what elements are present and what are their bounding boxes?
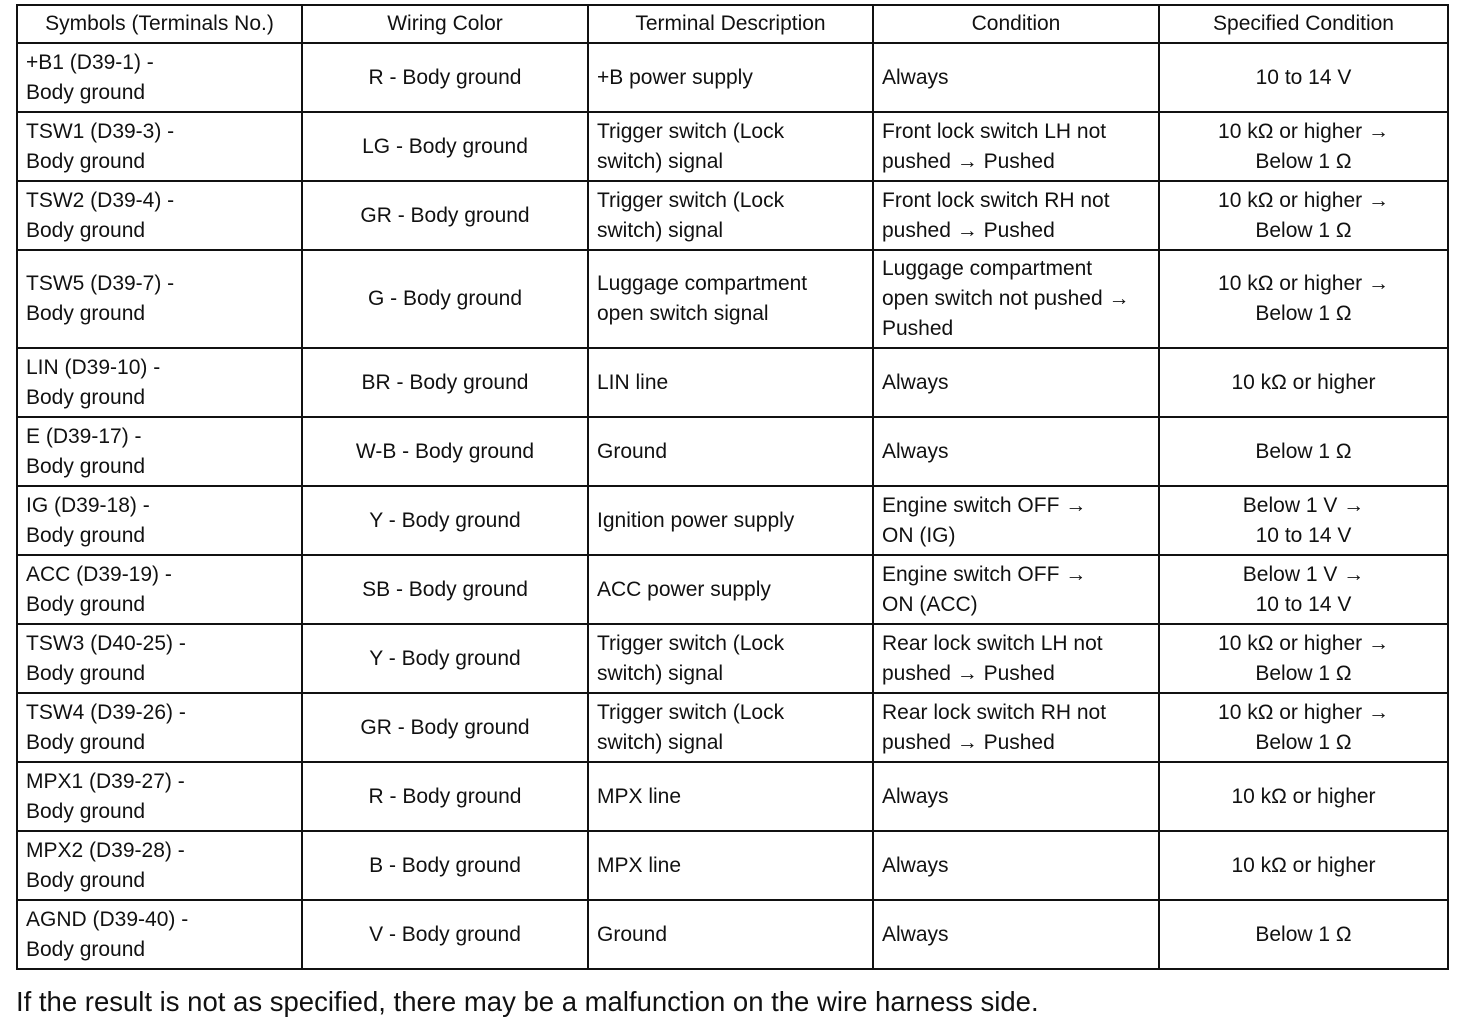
cell-specified-condition: 10 kΩ or higher → Below 1 Ω (1159, 112, 1448, 181)
table-row (17, 486, 1448, 555)
cell-condition: Always (873, 348, 1159, 417)
cell-symbol: ACC (D39-19) - Body ground (17, 555, 302, 624)
cell-specified-condition: 10 kΩ or higher → Below 1 Ω (1159, 181, 1448, 250)
cell-specified-condition: Below 1 V → 10 to 14 V (1159, 555, 1448, 624)
cell-symbol: TSW4 (D39-26) - Body ground (17, 693, 302, 762)
cell-condition: Luggage compartment open switch not pushed → Pushed (873, 250, 1159, 348)
cell-symbol: TSW1 (D39-3) - Body ground (17, 112, 302, 181)
cell-condition: Rear lock switch LH not pushed → Pushed (873, 624, 1159, 693)
cell-condition: Always (873, 831, 1159, 900)
table-row (17, 181, 1448, 250)
header-specified-condition: Specified Condition (1159, 5, 1448, 43)
header-condition: Condition (873, 5, 1159, 43)
cell-wiring-color: LG - Body ground (302, 112, 588, 181)
table-row (17, 250, 1448, 348)
cell-wiring-color: W-B - Body ground (302, 417, 588, 486)
cell-description: +B power supply (588, 43, 873, 112)
cell-wiring-color: GR - Body ground (302, 693, 588, 762)
cell-condition: Engine switch OFF → ON (ACC) (873, 555, 1159, 624)
cell-wiring-color: G - Body ground (302, 250, 588, 348)
cell-condition: Always (873, 417, 1159, 486)
cell-description: Ignition power supply (588, 486, 873, 555)
cell-specified-condition: 10 kΩ or higher → Below 1 Ω (1159, 693, 1448, 762)
harness-note: If the result is not as specified, there may be a malfunction on the wire harness side. (16, 986, 1039, 1017)
table-header-row (17, 5, 1448, 43)
cell-specified-condition: 10 kΩ or higher → Below 1 Ω (1159, 250, 1448, 348)
table-row (17, 693, 1448, 762)
cell-description: LIN line (588, 348, 873, 417)
cell-symbol: TSW3 (D40-25) - Body ground (17, 624, 302, 693)
cell-specified-condition: Below 1 Ω (1159, 417, 1448, 486)
cell-condition: Engine switch OFF → ON (IG) (873, 486, 1159, 555)
table-row (17, 624, 1448, 693)
cell-condition: Always (873, 900, 1159, 969)
cell-wiring-color: R - Body ground (302, 43, 588, 112)
cell-description: Trigger switch (Lock switch) signal (588, 624, 873, 693)
cell-wiring-color: Y - Body ground (302, 486, 588, 555)
header-wiring-color: Wiring Color (302, 5, 588, 43)
header-terminal-description: Terminal Description (588, 5, 873, 43)
cell-wiring-color: Y - Body ground (302, 624, 588, 693)
cell-description: Trigger switch (Lock switch) signal (588, 181, 873, 250)
cell-symbol: MPX2 (D39-28) - Body ground (17, 831, 302, 900)
header-symbols: Symbols (Terminals No.) (17, 5, 302, 43)
cell-description: Ground (588, 900, 873, 969)
cell-description: Luggage compartment open switch signal (588, 250, 873, 348)
cell-description: ACC power supply (588, 555, 873, 624)
cell-symbol: +B1 (D39-1) - Body ground (17, 43, 302, 112)
cell-condition: Front lock switch RH not pushed → Pushed (873, 181, 1159, 250)
cell-wiring-color: GR - Body ground (302, 181, 588, 250)
table-row (17, 831, 1448, 900)
cell-specified-condition: 10 kΩ or higher (1159, 348, 1448, 417)
cell-symbol: LIN (D39-10) - Body ground (17, 348, 302, 417)
cell-description: Trigger switch (Lock switch) signal (588, 693, 873, 762)
cell-specified-condition: Below 1 V → 10 to 14 V (1159, 486, 1448, 555)
cell-condition: Always (873, 43, 1159, 112)
cell-description: MPX line (588, 762, 873, 831)
cell-specified-condition: 10 kΩ or higher (1159, 831, 1448, 900)
cell-description: Ground (588, 417, 873, 486)
table-row (17, 348, 1448, 417)
cell-wiring-color: B - Body ground (302, 831, 588, 900)
table-row (17, 555, 1448, 624)
cell-specified-condition: 10 to 14 V (1159, 43, 1448, 112)
table-row (17, 43, 1448, 112)
table-row (17, 112, 1448, 181)
cell-wiring-color: V - Body ground (302, 900, 588, 969)
cell-wiring-color: BR - Body ground (302, 348, 588, 417)
table-row (17, 900, 1448, 969)
cell-wiring-color: R - Body ground (302, 762, 588, 831)
cell-description: MPX line (588, 831, 873, 900)
table-row (17, 762, 1448, 831)
cell-symbol: MPX1 (D39-27) - Body ground (17, 762, 302, 831)
cell-description: Trigger switch (Lock switch) signal (588, 112, 873, 181)
cell-symbol: AGND (D39-40) - Body ground (17, 900, 302, 969)
cell-symbol: TSW5 (D39-7) - Body ground (17, 250, 302, 348)
cell-specified-condition: 10 kΩ or higher → Below 1 Ω (1159, 624, 1448, 693)
cell-specified-condition: Below 1 Ω (1159, 900, 1448, 969)
cell-symbol: E (D39-17) - Body ground (17, 417, 302, 486)
terminal-spec-table (16, 4, 1449, 970)
cell-symbol: TSW2 (D39-4) - Body ground (17, 181, 302, 250)
cell-condition: Front lock switch LH not pushed → Pushed (873, 112, 1159, 181)
table-row (17, 417, 1448, 486)
cell-symbol: IG (D39-18) - Body ground (17, 486, 302, 555)
cell-wiring-color: SB - Body ground (302, 555, 588, 624)
cell-condition: Rear lock switch RH not pushed → Pushed (873, 693, 1159, 762)
cell-condition: Always (873, 762, 1159, 831)
cell-specified-condition: 10 kΩ or higher (1159, 762, 1448, 831)
